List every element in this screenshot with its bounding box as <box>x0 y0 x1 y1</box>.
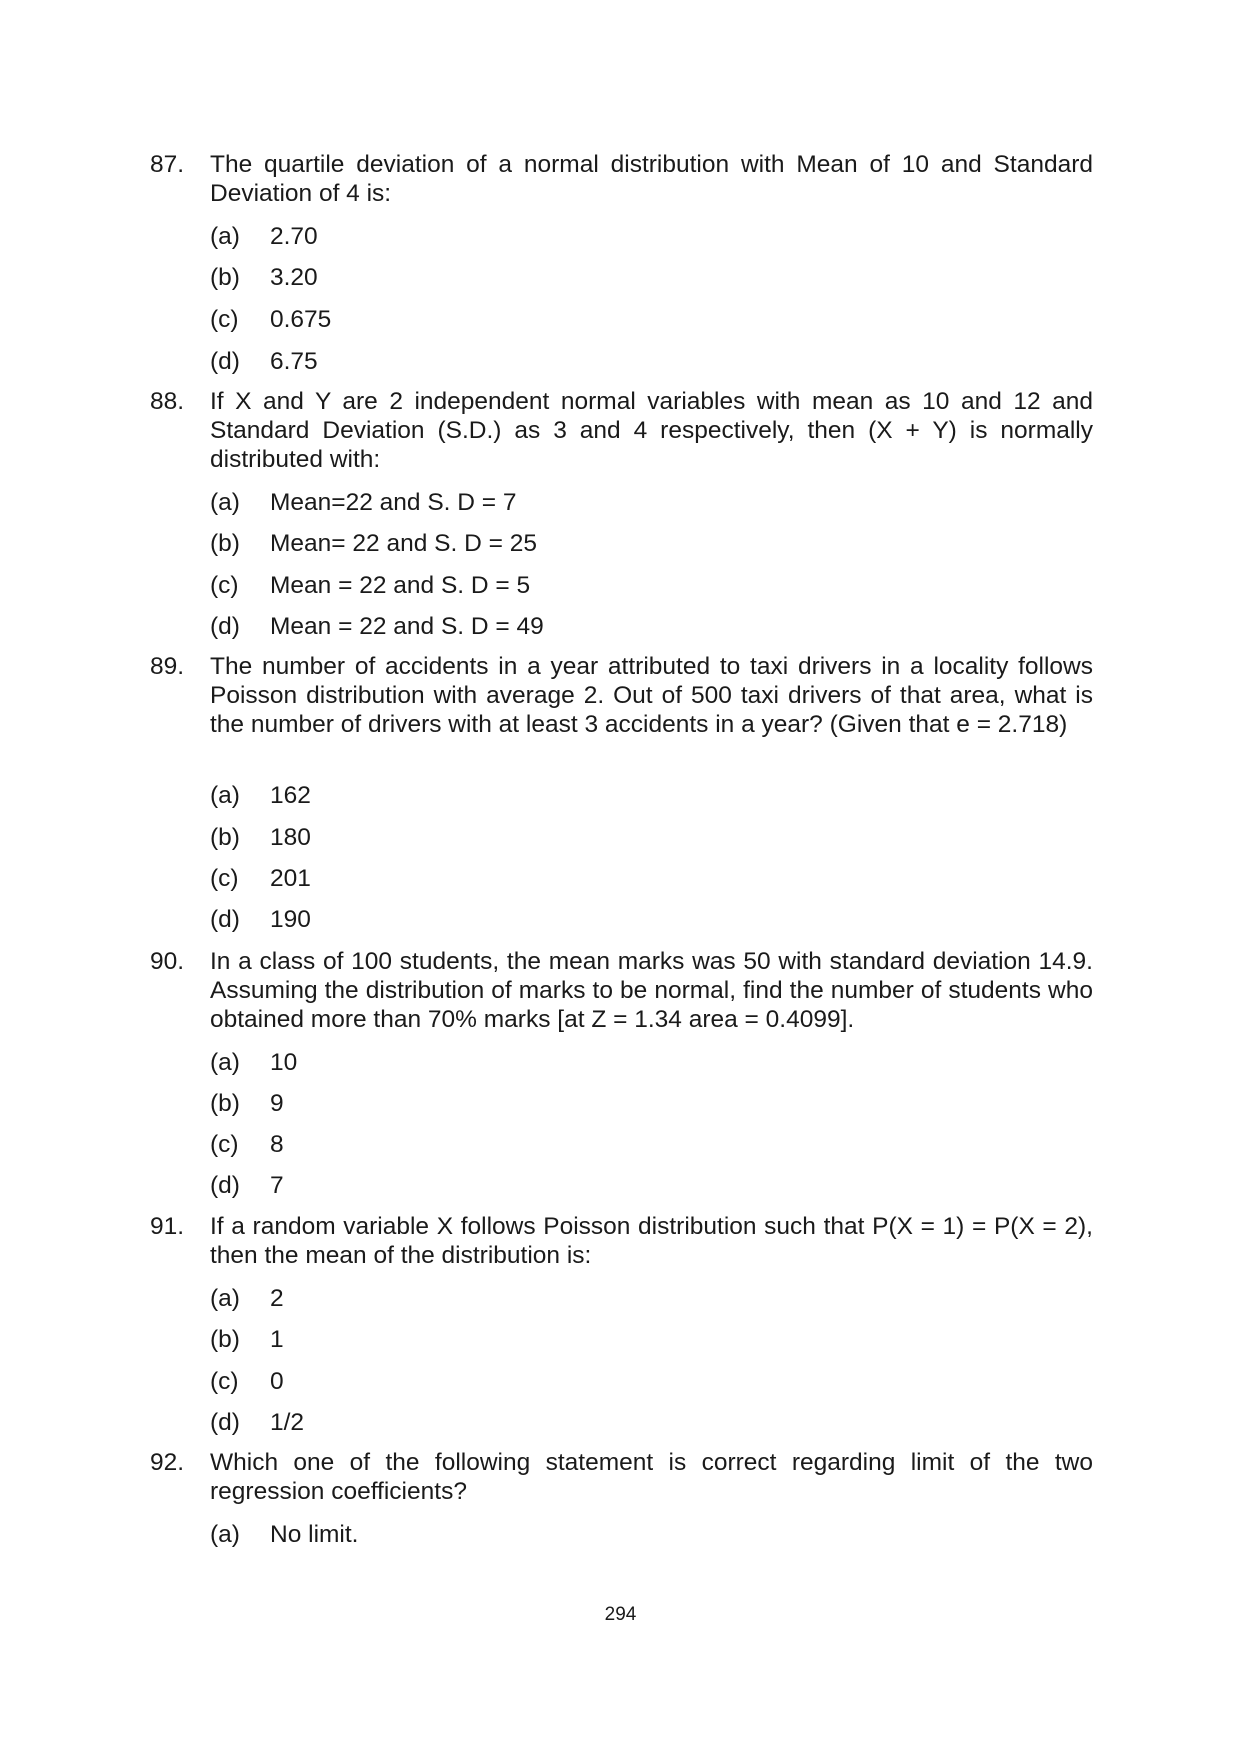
option-c <box>210 1130 284 1159</box>
option-a <box>210 1284 284 1313</box>
option-text: Mean = 22 and S. D = 49 <box>270 613 544 640</box>
option-text: 190 <box>270 906 311 933</box>
option-text: No limit. <box>270 1521 359 1548</box>
option-b <box>210 263 318 292</box>
question-text: In a class of 100 students, the mean marks was 50 with standard deviation 14.9. Assuming the distribution of marks to be normal, find the number of students who obtained more than 70% marks [at Z = 1.34 area = 0.4099]. <box>210 948 1093 1033</box>
option-label: (c) <box>210 306 239 333</box>
option-label: (b) <box>210 1090 240 1117</box>
option-a <box>210 222 318 251</box>
option-b <box>210 1325 284 1354</box>
option-label: (b) <box>210 1326 240 1353</box>
option-label: (d) <box>210 1172 240 1199</box>
option-text: 3.20 <box>270 264 318 291</box>
question-number: 87. <box>150 151 185 178</box>
option-label: (c) <box>210 1131 239 1158</box>
option-label: (c) <box>210 1368 239 1395</box>
option-label: (d) <box>210 906 240 933</box>
option-text: 1/2 <box>270 1409 305 1436</box>
question-text: If X and Y are 2 independent normal variables with mean as 10 and 12 and Standard Deviation (S.D.) as 3 and 4 respectively, then (X + Y) is normally distributed with: <box>210 388 1093 473</box>
option-text: 10 <box>270 1049 298 1076</box>
option-text: 162 <box>270 782 311 809</box>
option-b <box>210 823 311 852</box>
option-text: Mean= 22 and S. D = 25 <box>270 530 537 557</box>
option-text: 201 <box>270 865 311 892</box>
option-label: (d) <box>210 613 240 640</box>
option-label: (b) <box>210 824 240 851</box>
option-d <box>210 347 318 376</box>
option-label: (a) <box>210 1521 240 1548</box>
option-text: 2 <box>270 1285 284 1312</box>
option-c <box>210 1367 284 1396</box>
question-text: The number of accidents in a year attributed to taxi drivers in a locality follows Poisson distribution with average 2. Out of 500 taxi drivers of that area, what is the number of drivers with at least 3 accidents in a year? (Given that e = 2.718) <box>210 653 1093 738</box>
question-number: 90. <box>150 948 185 975</box>
question-text: The quartile deviation of a normal distribution with Mean of 10 and Standard Deviation of 4 is: <box>210 151 1093 207</box>
question-number: 91. <box>150 1213 185 1240</box>
option-label: (c) <box>210 572 239 599</box>
question-number: 89. <box>150 653 185 680</box>
option-label: (b) <box>210 530 240 557</box>
option-a <box>210 1520 358 1549</box>
option-a <box>210 488 517 517</box>
question-number: 92. <box>150 1449 185 1476</box>
option-text: 180 <box>270 824 311 851</box>
option-text: 2.70 <box>270 223 318 250</box>
option-d <box>210 905 311 934</box>
question-number: 88. <box>150 388 185 415</box>
option-text: Mean = 22 and S. D = 5 <box>270 572 531 599</box>
option-text: 1 <box>270 1326 284 1353</box>
option-label: (a) <box>210 1285 240 1312</box>
option-label: (d) <box>210 348 240 375</box>
option-b <box>210 529 537 558</box>
option-label: (d) <box>210 1409 240 1436</box>
option-text: 6.75 <box>270 348 318 375</box>
option-c <box>210 571 530 600</box>
question-text: If a random variable X follows Poisson distribution such that P(X = 1) = P(X = 2), then the mean of the distribution is: <box>210 1213 1093 1269</box>
option-label: (b) <box>210 264 240 291</box>
option-label: (a) <box>210 782 240 809</box>
option-label: (c) <box>210 865 239 892</box>
option-label: (a) <box>210 1049 240 1076</box>
option-label: (a) <box>210 223 240 250</box>
option-b <box>210 1089 284 1118</box>
option-d <box>210 1408 304 1437</box>
option-a <box>210 781 311 810</box>
option-text: 0.675 <box>270 306 332 333</box>
question-text: Which one of the following statement is correct regarding limit of the two regression coefficients? <box>210 1449 1093 1505</box>
option-a <box>210 1048 297 1077</box>
option-c <box>210 864 311 893</box>
page-number: 294 <box>604 1604 637 1625</box>
option-c <box>210 305 331 334</box>
option-text: 9 <box>270 1090 284 1117</box>
option-text: Mean=22 and S. D = 7 <box>270 489 517 516</box>
option-d <box>210 1171 284 1200</box>
option-text: 0 <box>270 1368 284 1395</box>
option-d <box>210 612 544 641</box>
option-label: (a) <box>210 489 240 516</box>
option-text: 7 <box>270 1172 284 1199</box>
option-text: 8 <box>270 1131 284 1158</box>
